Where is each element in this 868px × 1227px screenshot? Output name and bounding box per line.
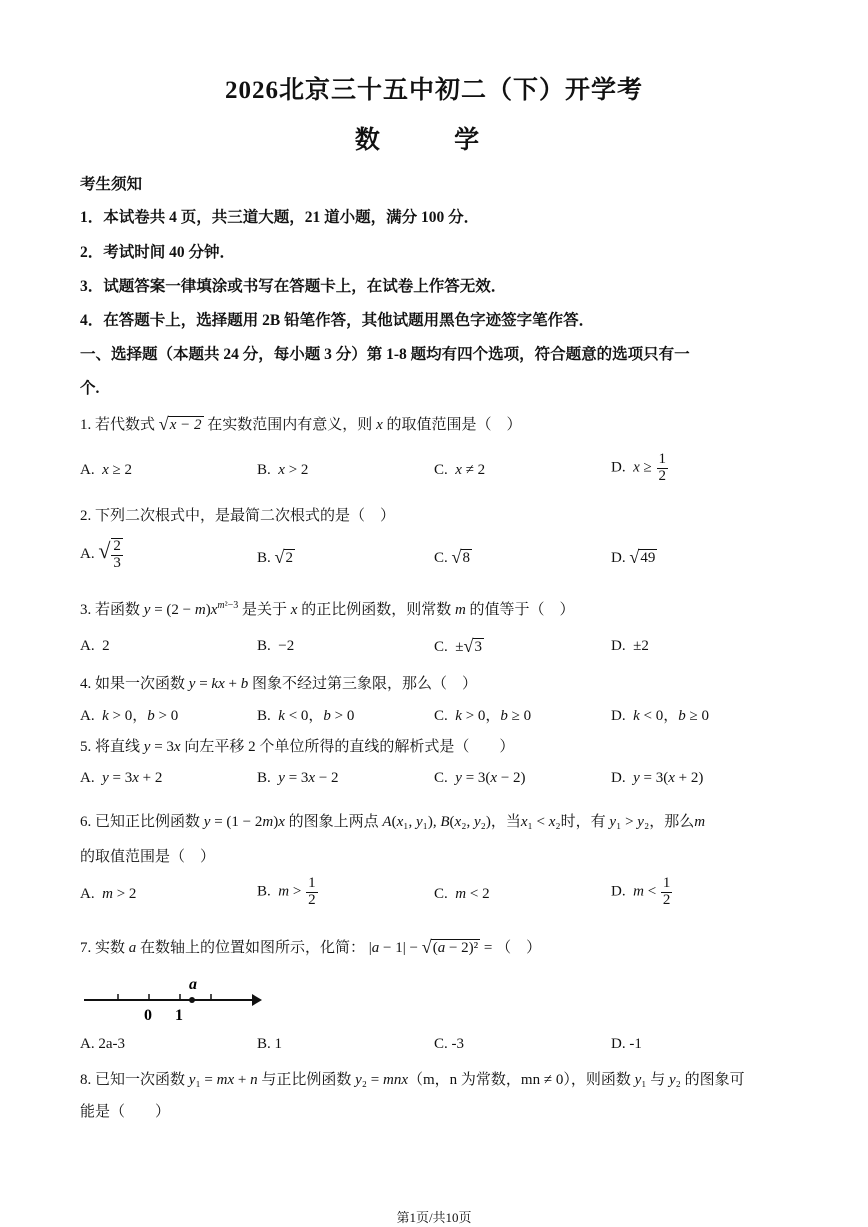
q2-option-b: B. √ 2 bbox=[257, 547, 294, 567]
q1-option-d: D. x ≥ $\frac{1}{2}$ bbox=[611, 451, 666, 484]
section-heading-cont: 个. bbox=[80, 380, 100, 397]
notice-item: 4．在答题卡上，选择题用 2B 铅笔作答，其他试题用黑色字迹签字笔作答． bbox=[80, 312, 595, 329]
question-5: 5. 将直线 y = 3x 向左平移 2 个单位所得的直线的解析式是（ ） bbox=[80, 739, 515, 755]
q3-option-a: A. 2 bbox=[80, 638, 110, 654]
q2-option-a: A. √ $\frac{2}{3}$ bbox=[80, 538, 121, 571]
question-3: 3. 若函数 $y = (2 - m)x^{m^2-3}$ 是关于 x 的正比例函数，则常数 m 的值等于（ ） bbox=[80, 600, 575, 618]
q5-option-c: C. y = 3(x − 2) bbox=[434, 770, 526, 786]
q4-option-a: A. k > 0，b > 0 bbox=[80, 708, 179, 724]
notice-item: 3．试题答案一律填涂或书写在答题卡上，在试卷上作答无效． bbox=[80, 278, 507, 295]
q3-option-c: C. ± √ 3 bbox=[434, 636, 482, 656]
q6-option-a: A. m > 2 bbox=[80, 886, 137, 902]
question-1: 1. 若代数式 √ x − 2 在实数范围内有意义，则 x 的取值范围是（ ） bbox=[80, 414, 522, 434]
label-0: 0 bbox=[144, 1007, 152, 1024]
q7-option-a: A. 2a-3 bbox=[80, 1036, 125, 1052]
q3-option-b: B. −2 bbox=[257, 638, 295, 654]
q3-option-d: D. ±2 bbox=[611, 638, 649, 654]
page-footer: 第1页/共10页 bbox=[396, 1210, 472, 1225]
q7-option-c: C. -3 bbox=[434, 1036, 464, 1052]
q7-option-b: B. 1 bbox=[257, 1036, 283, 1052]
question-6: 6. 已知正比例函数 y = (1 − 2m)x 的图象上两点 A(x₁, y₁), B(x₂, y₂)，当x₁ < x₂时，有 y₁ > y₂，那么m bbox=[80, 814, 706, 830]
notice-item: 2．考试时间 40 分钟． bbox=[80, 244, 236, 261]
label-a: a bbox=[189, 976, 197, 993]
question-8: 8. 已知一次函数 y₁ = mx + n 与正比例函数 y₂ = mnx（m，n 为常数，mn ≠ 0），则函数 y₁ 与 y₂ 的图象可 bbox=[80, 1072, 745, 1088]
q2-option-c: C. √ 8 bbox=[434, 547, 471, 567]
notice-heading: 考生须知 bbox=[80, 176, 143, 193]
q5-option-b: B. y = 3x − 2 bbox=[257, 770, 339, 786]
question-7: 7. 实数 a 在数轴上的位置如图所示，化简： |a − 1| − √ (a − 2)² = （ ） bbox=[80, 937, 542, 957]
q2-option-d: D. √ 49 bbox=[611, 547, 656, 567]
subject-title: 数 学 bbox=[354, 127, 514, 154]
q1-option-c: C. x ≠ 2 bbox=[434, 462, 486, 478]
label-1: 1 bbox=[175, 1007, 183, 1024]
q5-option-d: D. y = 3(x + 2) bbox=[611, 770, 704, 786]
question-6-cont: 的取值范围是（ ） bbox=[80, 849, 216, 865]
q4-option-c: C. k > 0，b ≥ 0 bbox=[434, 708, 532, 724]
notice-item: 1．本试卷共 4 页，共三道大题，21 道小题，满分 100 分． bbox=[80, 209, 480, 226]
q4-option-b: B. k < 0，b > 0 bbox=[257, 708, 355, 724]
question-2: 2. 下列二次根式中，是最简二次根式的是（ ） bbox=[80, 508, 396, 524]
q6-option-c: C. m < 2 bbox=[434, 886, 490, 902]
question-8-cont: 能是（ ） bbox=[80, 1104, 171, 1120]
q1-option-b: B. x > 2 bbox=[257, 462, 309, 478]
q7-option-d: D. -1 bbox=[611, 1036, 642, 1052]
point-a-marker bbox=[189, 997, 195, 1003]
number-line-figure bbox=[80, 972, 270, 1027]
q6-option-d: D. m < $\frac{1}{2}$ bbox=[611, 875, 671, 908]
q6-option-b: B. m > $\frac{1}{2}$ bbox=[257, 875, 316, 908]
question-4: 4. 如果一次函数 y = kx + b 图象不经过第三象限，那么（ ） bbox=[80, 676, 477, 692]
q1-option-a: A. x ≥ 2 bbox=[80, 462, 132, 478]
arrow-icon bbox=[252, 994, 262, 1006]
section-heading: 一、选择题（本题共 24 分，每小题 3 分）第 1-8 题均有四个选项，符合题意的选项只有一 bbox=[80, 346, 690, 363]
q5-option-a: A. y = 3x + 2 bbox=[80, 770, 163, 786]
page-title: 2026北京三十五中初二（下）开学考 bbox=[224, 77, 643, 104]
q4-option-d: D. k < 0，b ≥ 0 bbox=[611, 708, 709, 724]
